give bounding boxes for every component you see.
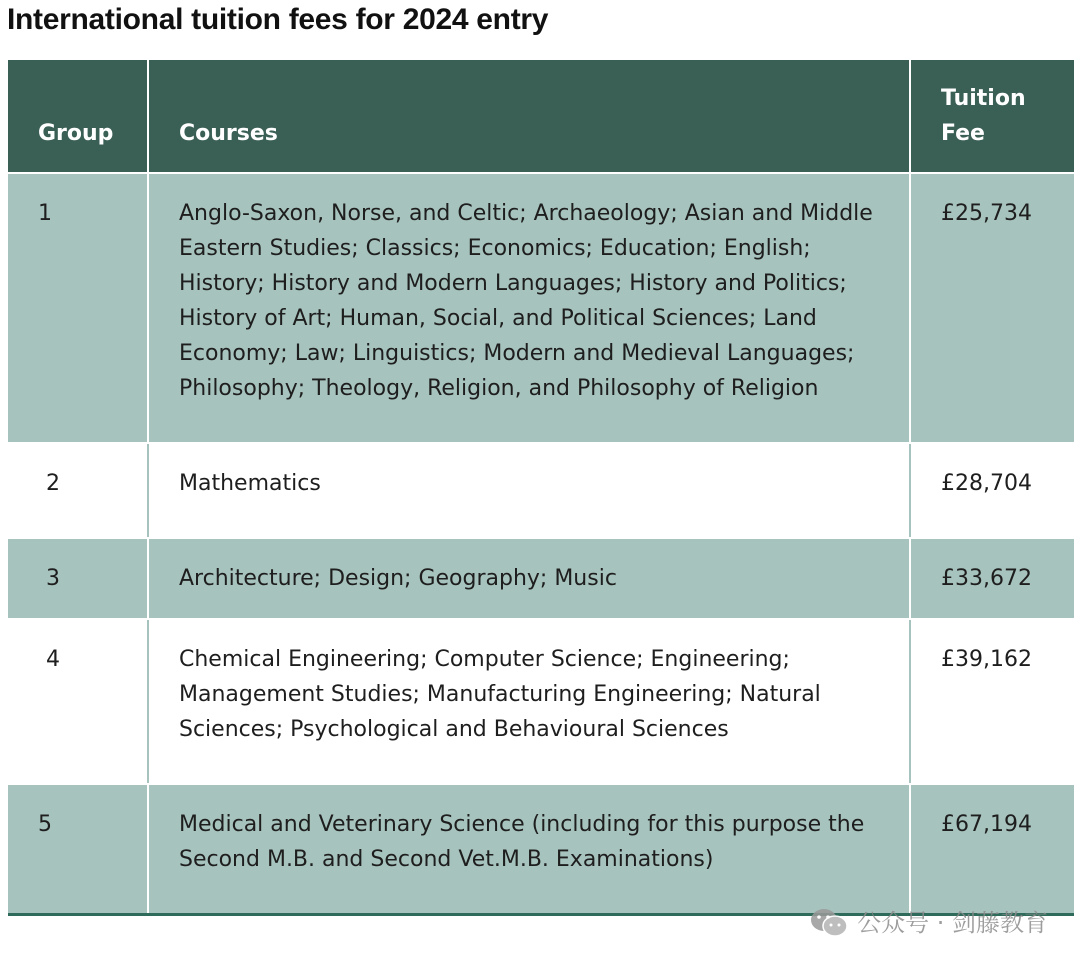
fee-cell: £25,734 [910, 173, 1074, 443]
header-courses: Courses [148, 60, 910, 173]
courses-cell: Anglo-Saxon, Norse, and Celtic; Archaeology; Asian and Middle Eastern Studies; Classics; Economics; Education; English; History; History and Modern Languages; History and Politics; History of Art; Human, Social, and Political Sciences; Land Economy; Law; Linguistics; Modern and Medieval Languages; Philosophy; Theology, Religion, and Philosophy of Religion [148, 173, 910, 443]
courses-cell: Chemical Engineering; Computer Science; Engineering; Management Studies; Manufacturing Engineering; Natural Sciences; Psychological and Behavioural Sciences [148, 619, 910, 784]
header-tuition-fee-label: Tuition Fee [941, 86, 1026, 146]
group-cell: 2 [8, 443, 148, 538]
table-header-row [8, 60, 1074, 173]
fee-cell: £39,162 [910, 619, 1074, 784]
fee-cell: £28,704 [910, 443, 1074, 538]
courses-cell: Architecture; Design; Geography; Music [148, 538, 910, 619]
group-cell: 5 [8, 784, 148, 915]
watermark-text: 公众号 · 剑藤教育 [857, 909, 1048, 937]
group-cell: 1 [8, 173, 148, 443]
header-group: Group [8, 60, 148, 173]
page-title: International tuition fees for 2024 entry [7, 3, 549, 36]
table-row [8, 538, 1074, 619]
tuition-fee-table [8, 60, 1074, 916]
header-tuition-fee [910, 60, 1074, 173]
courses-cell: Medical and Veterinary Science (including for this purpose the Second M.B. and Second Vet.M.B. Examinations) [148, 784, 910, 915]
group-cell: 3 [8, 538, 148, 619]
table-row [8, 173, 1074, 443]
fee-cell: £67,194 [910, 784, 1074, 915]
table-row [8, 784, 1074, 915]
group-cell: 4 [8, 619, 148, 784]
courses-cell: Mathematics [148, 443, 910, 538]
fee-cell: £33,672 [910, 538, 1074, 619]
table-row [8, 443, 1074, 538]
table-row [8, 619, 1074, 784]
